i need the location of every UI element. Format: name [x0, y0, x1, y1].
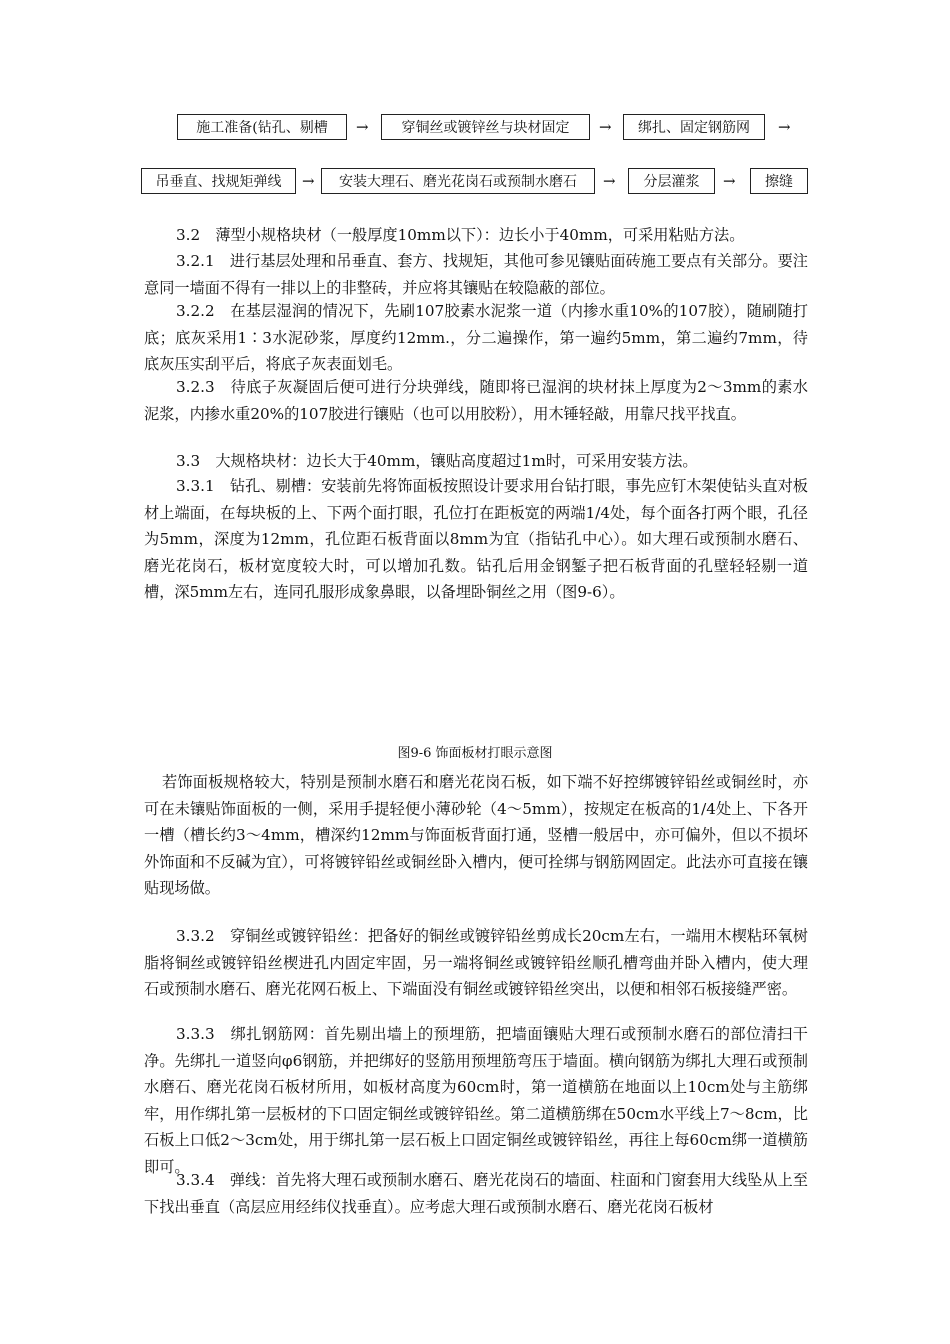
- paragraph-3-3-4: 3.3.4 弹线：首先将大理石或预制水磨石、磨光花岗石的墙面、柱面和门窗套用大线坠从上至下找出垂直（高层应用经纬仪找垂直）。应考虑大理石或预制水磨石、磨光花岗石板材: [144, 1171, 808, 1216]
- flow-step-grout: 分层灌浆: [628, 168, 715, 194]
- paragraph-3-3-2: 3.3.2 穿铜丝或镀锌铅丝：把备好的铜丝或镀锌铅丝剪成长20cm左右，一端用木楔粘环氧树脂将铜丝或镀锌铅丝楔进孔内固定牢固，另一端将铜丝或镀锌铅丝顺孔槽弯曲并卧入槽内，使大理石或预制水磨石、磨光花网石板上、下端面没有铜丝或镀锌铅丝突出，以便和相邻石板接缝严密。: [144, 927, 808, 999]
- flow-step-wire: 穿铜丝或镀锌丝与块材固定: [381, 114, 590, 140]
- flow-arrow: →: [599, 118, 612, 136]
- flow-arrow: →: [302, 172, 315, 190]
- paragraph-3-3: 3.3 大规格块材：边长大于40mm，镶贴高度超过1m时，可采用安装方法。: [176, 452, 698, 470]
- paragraph-3-2-1: 3.2.1 进行基层处理和吊垂直、套方、找规矩，其他可参见镶贴面砖施工要点有关部分。要注意同一墙面不得有一排以上的非整砖，并应将其镶贴在较隐蔽的部位。: [144, 252, 808, 297]
- flow-step-prepare: 施工准备(钻孔、剔槽: [177, 114, 347, 140]
- paragraph-3-3-1: 3.3.1 钻孔、剔槽：安装前先将饰面板按照设计要求用台钻打眼，事先应钉木架使钻头直对板材上端面，在每块板的上、下两个面打眼，孔位打在距板宽的两端1/4处，每个面各打两个眼，孔径为5mm，深度为12mm，孔位距石板背面以8mm为宜（指钻孔中心）。如大理石或预制水磨石、磨光花岗石，板材宽度较大时，可以增加孔数。钻孔后用金钢錾子把石板背面的孔壁轻轻剔一道槽，深5mm左右，连同孔服形成象鼻眼，以备埋卧铜丝之用（图9-6）。: [144, 477, 808, 602]
- flow-row-1: [0, 114, 950, 144]
- flow-arrow: →: [603, 172, 616, 190]
- paragraph-3-2: 3.2 薄型小规格块材（一般厚度10mm以下）：边长小于40mm，可采用粘贴方法。: [176, 226, 745, 244]
- flow-step-install: 安装大理石、磨光花岗石或预制水磨石: [321, 168, 595, 194]
- flow-step-joint: 擦缝: [750, 168, 808, 194]
- flow-step-rebar: 绑扎、固定钢筋网: [623, 114, 765, 140]
- paragraph-3-2-3: 3.2.3 待底子灰凝固后便可进行分块弹线，随即将已湿润的块材抹上厚度为2～3mm的素水泥浆，内掺水重20%的107胶进行镶贴（也可以用胶粉），用木锤轻敲，用靠尺找平找直。: [144, 378, 808, 423]
- figure-caption: 图9-6 饰面板材打眼示意图: [397, 746, 553, 761]
- flow-arrow: →: [723, 172, 736, 190]
- flow-arrow: →: [778, 118, 791, 136]
- paragraph-extra: 若饰面板规格较大，特别是预制水磨石和磨光花岗石板，如下端不好控绑镀锌铅丝或铜丝时，亦可在未镶贴饰面板的一侧，采用手提轻便小薄砂轮（4～5mm），按规定在板高的1/4处上、下各开一槽（槽长约3～4mm，槽深约12mm与饰面板背面打通，竖槽一般居中，亦可偏外，但以不损坏外饰面和不反碱为宜），可将镀锌铅丝或铜丝卧入槽内，便可拴绑与钢筋网固定。此法亦可直接在镶贴现场做。: [144, 773, 808, 898]
- flow-arrow: →: [356, 118, 369, 136]
- flow-step-plumb: 吊垂直、找规矩弹线: [141, 168, 296, 194]
- paragraph-3-3-3: 3.3.3 绑扎钢筋网：首先剔出墙上的预埋筋，把墙面镶贴大理石或预制水磨石的部位清扫干净。先绑扎一道竖向φ6钢筋，并把绑好的竖筋用预埋筋弯压于墙面。横向钢筋为绑扎大理石或预制水磨石、磨光花岗石板材所用，如板材高度为60cm时，第一道横筋在地面以上10cm处与主筋绑牢，用作绑扎第一层板材的下口固定铜丝或镀锌铅丝。第二道横筋绑在50cm水平线上7～8cm，比石板上口低2～3cm处，用于绑扎第一层石板上口固定铜丝或镀锌铅丝，再往上每60cm绑一道横筋即可。: [144, 1025, 808, 1176]
- flow-row-2: [0, 168, 950, 198]
- paragraph-3-2-2: 3.2.2 在基层湿润的情况下，先刷107胶素水泥浆一道（内掺水重10%的107胶），随刷随打底；底灰采用1∶3水泥砂浆，厚度约12mm.，分二遍操作，第一遍约5mm，第二遍约7mm，待底灰压实刮平后，将底子灰表面划毛。: [144, 302, 808, 374]
